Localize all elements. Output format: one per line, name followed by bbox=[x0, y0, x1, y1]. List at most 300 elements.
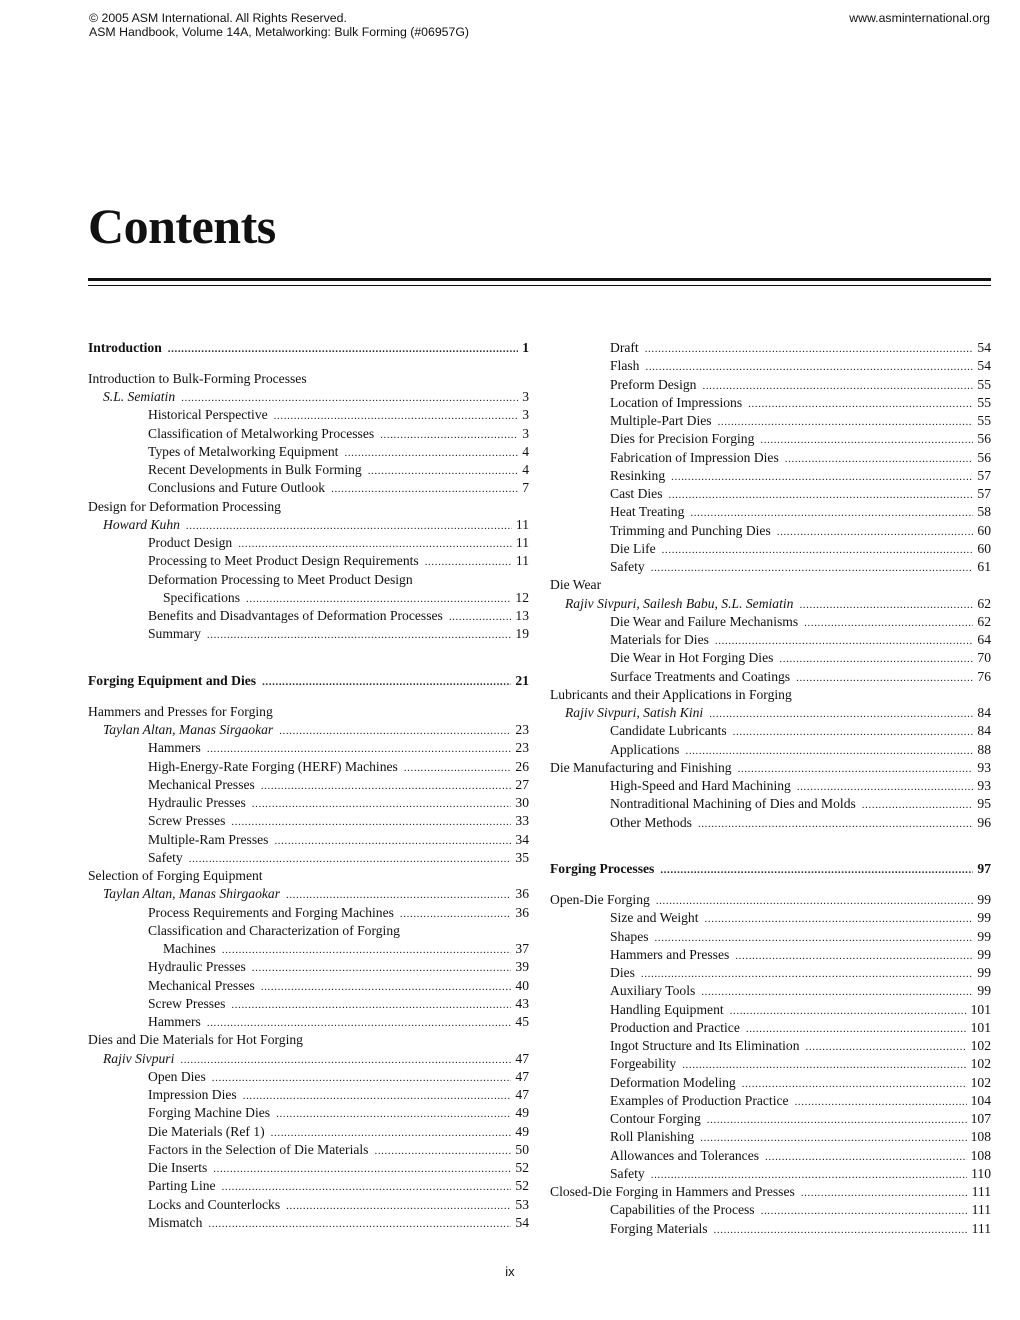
dot-leader bbox=[742, 1075, 967, 1093]
toc-entry[interactable] bbox=[550, 686, 991, 704]
dot-leader bbox=[274, 407, 519, 425]
toc-page-number: 54 bbox=[515, 1214, 529, 1230]
toc-entry-title: Dies and Die Materials for Hot Forging bbox=[88, 1032, 303, 1048]
toc-entry[interactable] bbox=[550, 946, 991, 964]
toc-entry[interactable] bbox=[88, 1031, 529, 1049]
toc-entry-title: Processing to Meet Product Design Requirements bbox=[148, 553, 419, 569]
dot-leader bbox=[799, 596, 973, 614]
dot-leader bbox=[671, 468, 973, 486]
toc-page-number: 57 bbox=[977, 467, 991, 483]
toc-entry[interactable] bbox=[550, 1055, 991, 1073]
toc-entry[interactable] bbox=[550, 1019, 991, 1037]
dot-leader bbox=[715, 632, 974, 650]
toc-page-number: 111 bbox=[971, 1184, 991, 1199]
toc-entry[interactable] bbox=[550, 558, 991, 576]
dot-leader bbox=[261, 978, 512, 996]
toc-entry-title: Forging Materials bbox=[610, 1220, 708, 1236]
toc-entry-title: Heat Treating bbox=[610, 504, 685, 520]
toc-entry[interactable] bbox=[550, 1147, 991, 1165]
toc-entry[interactable] bbox=[550, 376, 991, 394]
toc-entry[interactable] bbox=[550, 722, 991, 740]
toc-author-entry[interactable] bbox=[550, 704, 991, 722]
toc-entry-title: Hydraulic Presses bbox=[148, 795, 246, 810]
toc-entry-title: Conclusions and Future Outlook bbox=[148, 480, 326, 496]
toc-page-number: 37 bbox=[515, 941, 529, 956]
toc-entry-title: Mechanical Presses bbox=[148, 776, 255, 792]
toc-page-number: 107 bbox=[970, 1111, 991, 1126]
toc-entry[interactable] bbox=[88, 625, 529, 643]
toc-entry[interactable] bbox=[88, 1123, 529, 1141]
dot-leader bbox=[641, 965, 973, 983]
toc-entry-title: Die Manufacturing and Finishing bbox=[550, 759, 732, 775]
toc-entry[interactable] bbox=[88, 995, 529, 1013]
toc-entry[interactable] bbox=[550, 1128, 991, 1146]
toc-entry[interactable] bbox=[550, 412, 991, 430]
toc-page-number: 47 bbox=[515, 1068, 529, 1084]
toc-entry[interactable] bbox=[550, 649, 991, 667]
toc-page-number: 99 bbox=[977, 965, 991, 980]
toc-entry[interactable] bbox=[88, 1104, 529, 1122]
dot-leader bbox=[785, 450, 974, 468]
toc-entry[interactable] bbox=[88, 607, 529, 625]
toc-entry-title: Benefits and Disadvantages of Deformation Processes bbox=[148, 608, 443, 623]
dot-leader bbox=[718, 413, 974, 431]
dot-leader bbox=[779, 650, 973, 668]
toc-entry-title: Open-Die Forging bbox=[550, 892, 650, 907]
dot-leader bbox=[279, 722, 511, 740]
website-link[interactable]: www.asminternational.org bbox=[849, 11, 990, 25]
toc-entry[interactable] bbox=[88, 758, 529, 776]
toc-entry-title: Die Wear bbox=[550, 577, 602, 593]
toc-entry-title: Safety bbox=[148, 849, 183, 865]
toc-entry[interactable] bbox=[88, 370, 529, 388]
dot-leader bbox=[760, 431, 973, 449]
toc-page-number: 101 bbox=[970, 1001, 991, 1017]
page-header-left bbox=[89, 11, 469, 39]
toc-entry[interactable] bbox=[550, 928, 991, 946]
dot-leader bbox=[662, 541, 974, 559]
dot-leader bbox=[368, 462, 519, 480]
dot-leader bbox=[690, 504, 973, 522]
dot-leader bbox=[651, 1166, 967, 1184]
toc-entry[interactable] bbox=[550, 631, 991, 649]
toc-entry-title: Die Wear and Failure Mechanisms bbox=[610, 613, 799, 629]
toc-entry-title: Resinking bbox=[610, 467, 666, 483]
toc-page-number: 110 bbox=[971, 1165, 991, 1181]
toc-page-number: 12 bbox=[515, 589, 529, 605]
toc-section[interactable] bbox=[550, 860, 991, 878]
toc-entry-title: Hammers and Presses bbox=[610, 946, 730, 962]
dot-leader bbox=[374, 1142, 511, 1160]
toc-page-number: 23 bbox=[515, 722, 529, 737]
toc-entry-title: Size and Weight bbox=[610, 910, 699, 926]
toc-entry[interactable] bbox=[550, 891, 991, 909]
toc-entry[interactable] bbox=[550, 1220, 991, 1238]
toc-entry[interactable] bbox=[88, 1196, 529, 1214]
toc-page-number: 36 bbox=[515, 904, 529, 920]
toc-entry[interactable] bbox=[88, 904, 529, 922]
toc-entry-title: High-Speed and Hard Machining bbox=[610, 778, 791, 793]
toc-entry[interactable] bbox=[550, 1110, 991, 1128]
toc-entry[interactable] bbox=[88, 1086, 529, 1104]
toc-page-number: 56 bbox=[977, 431, 991, 447]
toc-entry[interactable] bbox=[88, 443, 529, 461]
dot-leader bbox=[738, 760, 974, 778]
dot-leader bbox=[668, 486, 973, 504]
dot-leader bbox=[656, 892, 974, 910]
dot-leader bbox=[797, 778, 974, 796]
toc-page-number: 70 bbox=[977, 650, 991, 666]
toc-entry[interactable] bbox=[88, 922, 529, 940]
title-rule-thick bbox=[88, 278, 991, 281]
dot-leader bbox=[795, 1093, 967, 1111]
dot-leader bbox=[804, 614, 973, 632]
page-title: Contents bbox=[88, 198, 276, 254]
dot-leader bbox=[222, 1178, 512, 1196]
toc-entry-title: Die Life bbox=[610, 540, 656, 556]
toc-page-number: 84 bbox=[977, 705, 991, 720]
toc-entry[interactable] bbox=[550, 909, 991, 927]
toc-entry-title: Design for Deformation Processing bbox=[88, 498, 281, 514]
toc-entry-title: Die Wear in Hot Forging Dies bbox=[610, 650, 774, 666]
toc-author-entry[interactable] bbox=[88, 388, 529, 406]
toc-entry-title: Shapes bbox=[610, 928, 649, 944]
toc-entry-title: Recent Developments in Bulk Forming bbox=[148, 462, 362, 477]
toc-entry-title: Specifications bbox=[163, 589, 241, 605]
toc-page-number: 104 bbox=[970, 1092, 991, 1108]
toc-page-number: 47 bbox=[515, 1087, 529, 1102]
toc-page-number: 93 bbox=[977, 759, 991, 775]
toc-entry[interactable] bbox=[550, 394, 991, 412]
toc-entry[interactable] bbox=[88, 958, 529, 976]
title-rule-thin bbox=[88, 285, 991, 286]
toc-entry[interactable] bbox=[88, 867, 529, 885]
toc-entry[interactable] bbox=[550, 668, 991, 686]
dot-leader bbox=[702, 377, 973, 395]
toc-entry[interactable] bbox=[550, 357, 991, 375]
toc-entry[interactable] bbox=[88, 479, 529, 497]
toc-page-number: 19 bbox=[515, 626, 529, 642]
toc-entry[interactable] bbox=[88, 534, 529, 552]
toc-entry-title: Process Requirements and Forging Machines bbox=[148, 904, 394, 920]
toc-entry-title: Nontraditional Machining of Dies and Molds bbox=[610, 796, 856, 812]
dot-leader bbox=[645, 358, 973, 376]
toc-entry[interactable] bbox=[88, 1214, 529, 1232]
toc-page-number: 30 bbox=[515, 795, 529, 810]
toc-entry[interactable] bbox=[550, 467, 991, 485]
toc-entry-title: Forgeability bbox=[610, 1056, 677, 1072]
toc-page-number: 54 bbox=[977, 358, 991, 374]
toc-author-entry[interactable] bbox=[550, 595, 991, 613]
toc-page-number: 11 bbox=[515, 516, 529, 532]
toc-entry-title: Deformation Processing to Meet Product Design bbox=[148, 571, 413, 587]
toc-page-number: 21 bbox=[515, 673, 529, 688]
toc-section[interactable] bbox=[88, 339, 529, 357]
toc-entry[interactable] bbox=[88, 977, 529, 995]
dot-leader bbox=[286, 1197, 511, 1215]
toc-page-number: 49 bbox=[515, 1123, 529, 1139]
dot-leader bbox=[180, 1051, 511, 1069]
toc-page-number: 45 bbox=[515, 1014, 529, 1029]
dot-leader bbox=[698, 815, 973, 833]
toc-entry[interactable] bbox=[88, 1177, 529, 1195]
toc-entry[interactable] bbox=[550, 449, 991, 467]
toc-entry-title: Product Design bbox=[148, 535, 233, 550]
toc-entry[interactable] bbox=[88, 1068, 529, 1086]
toc-entry[interactable] bbox=[550, 1201, 991, 1219]
toc-entry-title: Multiple-Ram Presses bbox=[148, 831, 269, 847]
dot-leader bbox=[705, 910, 974, 928]
dot-leader bbox=[651, 559, 974, 577]
toc-entry-title: Fabrication of Impression Dies bbox=[610, 449, 779, 465]
toc-entry-title: Impression Dies bbox=[148, 1087, 237, 1102]
dot-leader bbox=[801, 1184, 968, 1202]
toc-entry-title: Screw Presses bbox=[148, 813, 226, 829]
toc-entry[interactable] bbox=[550, 1074, 991, 1092]
dot-leader bbox=[246, 590, 511, 608]
toc-entry[interactable] bbox=[550, 613, 991, 631]
toc-entry-title: Auxiliary Tools bbox=[610, 983, 696, 999]
toc-entry-title: Classification of Metalworking Processes bbox=[148, 425, 375, 441]
toc-page-number: 97 bbox=[977, 861, 991, 877]
toc-page-number: 47 bbox=[515, 1050, 529, 1066]
toc-author-entry[interactable] bbox=[88, 721, 529, 739]
toc-entry-title: Historical Perspective bbox=[148, 407, 268, 423]
toc-entry-title: Machines bbox=[163, 941, 216, 956]
toc-page-number: 52 bbox=[515, 1178, 529, 1194]
dot-leader bbox=[449, 608, 512, 626]
toc-right-column bbox=[550, 339, 991, 1238]
toc-entry[interactable] bbox=[88, 703, 529, 721]
dot-leader bbox=[709, 705, 973, 723]
toc-page-number: 4 bbox=[522, 443, 529, 459]
dot-leader bbox=[655, 929, 974, 947]
toc-entry[interactable] bbox=[550, 777, 991, 795]
dot-leader bbox=[380, 426, 518, 444]
toc-entry-title: Candidate Lubricants bbox=[610, 723, 727, 739]
toc-entry[interactable] bbox=[550, 1001, 991, 1019]
toc-entry[interactable] bbox=[550, 759, 991, 777]
toc-page-number: 111 bbox=[971, 1202, 991, 1218]
toc-author: Taylan Altan, Manas Shirgaokar bbox=[103, 886, 280, 902]
toc-entry[interactable] bbox=[88, 498, 529, 516]
toc-entry-title: Selection of Forging Equipment bbox=[88, 868, 263, 883]
toc-author-entry[interactable] bbox=[88, 1050, 529, 1068]
toc-page-number: 4 bbox=[522, 462, 529, 477]
toc-page-number: 55 bbox=[977, 413, 991, 428]
toc-entry-title: Contour Forging bbox=[610, 1111, 701, 1126]
toc-entry-title: High-Energy-Rate Forging (HERF) Machines bbox=[148, 758, 398, 774]
toc-entry[interactable] bbox=[550, 982, 991, 1000]
toc-entry[interactable] bbox=[550, 522, 991, 540]
toc-entry-title: Types of Metalworking Equipment bbox=[148, 443, 339, 459]
dot-leader bbox=[660, 861, 973, 879]
toc-entry-title: Dies bbox=[610, 965, 635, 980]
toc-entry[interactable] bbox=[88, 849, 529, 867]
toc-entry[interactable] bbox=[550, 576, 991, 594]
toc-entry[interactable] bbox=[88, 794, 529, 812]
dot-leader bbox=[261, 777, 512, 795]
toc-page-number: 102 bbox=[970, 1074, 991, 1090]
dot-leader bbox=[748, 395, 973, 413]
toc-entry[interactable] bbox=[88, 1013, 529, 1031]
dot-leader bbox=[701, 983, 973, 1001]
toc-page-number: 108 bbox=[970, 1129, 991, 1145]
toc-entry-title: Other Methods bbox=[610, 814, 692, 830]
toc-entry-title: Handling Equipment bbox=[610, 1001, 724, 1017]
toc-page-number: 34 bbox=[515, 831, 529, 847]
toc-entry-title: Preform Design bbox=[610, 376, 697, 392]
toc-entry-title: Hammers and Presses for Forging bbox=[88, 703, 273, 719]
toc-page-number: 36 bbox=[515, 886, 529, 902]
toc-page-number: 3 bbox=[522, 425, 529, 441]
toc-entry-title: Hammers bbox=[148, 740, 201, 756]
toc-page-number: 61 bbox=[977, 559, 991, 574]
toc-entry-title: Flash bbox=[610, 358, 640, 374]
toc-page-number: 3 bbox=[522, 407, 529, 423]
toc-entry-title: Trimming and Punching Dies bbox=[610, 522, 771, 538]
dot-leader bbox=[222, 941, 512, 959]
dot-leader bbox=[207, 626, 512, 644]
toc-entry-title: Dies for Precision Forging bbox=[610, 431, 755, 447]
dot-leader bbox=[331, 480, 518, 498]
toc-entry[interactable] bbox=[550, 430, 991, 448]
dot-leader bbox=[404, 759, 512, 777]
dot-leader bbox=[231, 813, 511, 831]
toc-entry[interactable] bbox=[550, 503, 991, 521]
dot-leader bbox=[761, 1202, 968, 1220]
toc-entry[interactable] bbox=[550, 1165, 991, 1183]
toc-page-number: 62 bbox=[977, 613, 991, 629]
dot-leader bbox=[714, 1221, 968, 1239]
toc-page-number: 11 bbox=[515, 553, 529, 569]
toc-page-number: 102 bbox=[970, 1038, 991, 1053]
toc-page-number: 88 bbox=[977, 741, 991, 757]
toc-author-entry[interactable] bbox=[88, 885, 529, 903]
toc-entry-title: Open Dies bbox=[148, 1068, 206, 1084]
toc-page-number: 60 bbox=[977, 540, 991, 556]
toc-page-number: 84 bbox=[977, 723, 991, 739]
toc-entry[interactable] bbox=[88, 552, 529, 570]
toc-page-number: 11 bbox=[515, 535, 529, 550]
toc-entry-title: Summary bbox=[148, 626, 201, 642]
toc-author: Rajiv Sivpuri, Satish Kini bbox=[565, 705, 704, 720]
toc-page-number: 99 bbox=[977, 928, 991, 944]
toc-entry[interactable] bbox=[88, 589, 529, 607]
toc-author: Rajiv Sivpuri, Sailesh Babu, S.L. Semiatin bbox=[565, 595, 794, 611]
toc-author-entry[interactable] bbox=[88, 516, 529, 534]
dot-leader bbox=[286, 886, 511, 904]
toc-page-number: 99 bbox=[977, 946, 991, 962]
dot-leader bbox=[685, 742, 973, 760]
toc-page-number: 53 bbox=[515, 1196, 529, 1212]
toc-entry[interactable] bbox=[550, 964, 991, 982]
toc-entry[interactable] bbox=[88, 1141, 529, 1159]
dot-leader bbox=[252, 795, 512, 813]
dot-leader bbox=[274, 832, 511, 850]
toc-page-number: 57 bbox=[977, 486, 991, 501]
toc-entry-title: Screw Presses bbox=[148, 995, 226, 1011]
toc-entry-title: Ingot Structure and Its Elimination bbox=[610, 1038, 800, 1053]
toc-left-column bbox=[88, 339, 529, 1232]
toc-page-number: 40 bbox=[515, 977, 529, 993]
toc-entry[interactable] bbox=[550, 1183, 991, 1201]
toc-page-number: 108 bbox=[970, 1147, 991, 1163]
dot-leader bbox=[777, 523, 974, 541]
toc-entry[interactable] bbox=[550, 1037, 991, 1055]
toc-author: Rajiv Sivpuri bbox=[103, 1050, 175, 1066]
toc-entry[interactable] bbox=[550, 540, 991, 558]
toc-entry[interactable] bbox=[88, 461, 529, 479]
toc-entry-title: Cast Dies bbox=[610, 486, 663, 501]
toc-author: Howard Kuhn bbox=[103, 516, 180, 532]
toc-page-number: 99 bbox=[977, 910, 991, 926]
toc-entry-title: Materials for Dies bbox=[610, 632, 709, 647]
toc-entry[interactable] bbox=[550, 741, 991, 759]
toc-entry[interactable] bbox=[550, 1092, 991, 1110]
toc-entry[interactable] bbox=[88, 1159, 529, 1177]
dot-leader bbox=[746, 1020, 967, 1038]
toc-page-number: 39 bbox=[515, 959, 529, 975]
toc-page-number: 43 bbox=[515, 995, 529, 1011]
toc-entry[interactable] bbox=[550, 485, 991, 503]
dot-leader bbox=[276, 1105, 511, 1123]
dot-leader bbox=[730, 1002, 967, 1020]
toc-entry-title: Safety bbox=[610, 559, 645, 574]
toc-entry-title: Applications bbox=[610, 741, 680, 757]
toc-entry[interactable] bbox=[550, 795, 991, 813]
toc-entry[interactable] bbox=[88, 812, 529, 830]
dot-leader bbox=[231, 996, 511, 1014]
toc-entry[interactable] bbox=[550, 814, 991, 832]
toc-entry-title: Allowances and Tolerances bbox=[610, 1147, 760, 1163]
dot-leader bbox=[271, 1124, 512, 1142]
dot-leader bbox=[181, 389, 518, 407]
toc-entry-title: Factors in the Selection of Die Materials bbox=[148, 1141, 369, 1157]
toc-entry-title: Location of Impressions bbox=[610, 394, 743, 410]
copyright-notice: © 2005 ASM International. All Rights Reserved. bbox=[89, 11, 347, 25]
toc-entry-title: Die Inserts bbox=[148, 1160, 208, 1175]
toc-section-title: Introduction bbox=[88, 340, 162, 355]
dot-leader bbox=[733, 723, 974, 741]
toc-entry[interactable] bbox=[88, 776, 529, 794]
toc-page-number: 64 bbox=[977, 632, 991, 647]
dot-leader bbox=[168, 340, 518, 358]
toc-entry-title: Safety bbox=[610, 1165, 645, 1181]
dot-leader bbox=[344, 444, 518, 462]
toc-entry[interactable] bbox=[88, 425, 529, 443]
toc-entry[interactable] bbox=[550, 339, 991, 357]
toc-entry-title: Closed-Die Forging in Hammers and Presses bbox=[550, 1184, 795, 1199]
toc-section[interactable] bbox=[88, 672, 529, 690]
toc-page-number: 3 bbox=[522, 389, 529, 404]
toc-page-number: 76 bbox=[977, 668, 991, 684]
toc-entry[interactable] bbox=[88, 571, 529, 589]
dot-leader bbox=[425, 553, 512, 571]
toc-entry-title: Classification and Characterization of Forging bbox=[148, 922, 400, 938]
toc-entry[interactable] bbox=[88, 739, 529, 757]
toc-entry[interactable] bbox=[88, 406, 529, 424]
toc-entry-title: Deformation Modeling bbox=[610, 1074, 736, 1090]
dot-leader bbox=[645, 340, 974, 358]
dot-leader bbox=[207, 1014, 512, 1032]
book-reference: ASM Handbook, Volume 14A, Metalworking: Bulk Forming (#06957G) bbox=[89, 25, 470, 39]
toc-page-number: 1 bbox=[522, 340, 529, 355]
toc-section-title: Forging Processes bbox=[550, 861, 655, 877]
toc-entry-title: Roll Planishing bbox=[610, 1129, 695, 1145]
toc-entry[interactable] bbox=[88, 940, 529, 958]
toc-entry[interactable] bbox=[88, 831, 529, 849]
